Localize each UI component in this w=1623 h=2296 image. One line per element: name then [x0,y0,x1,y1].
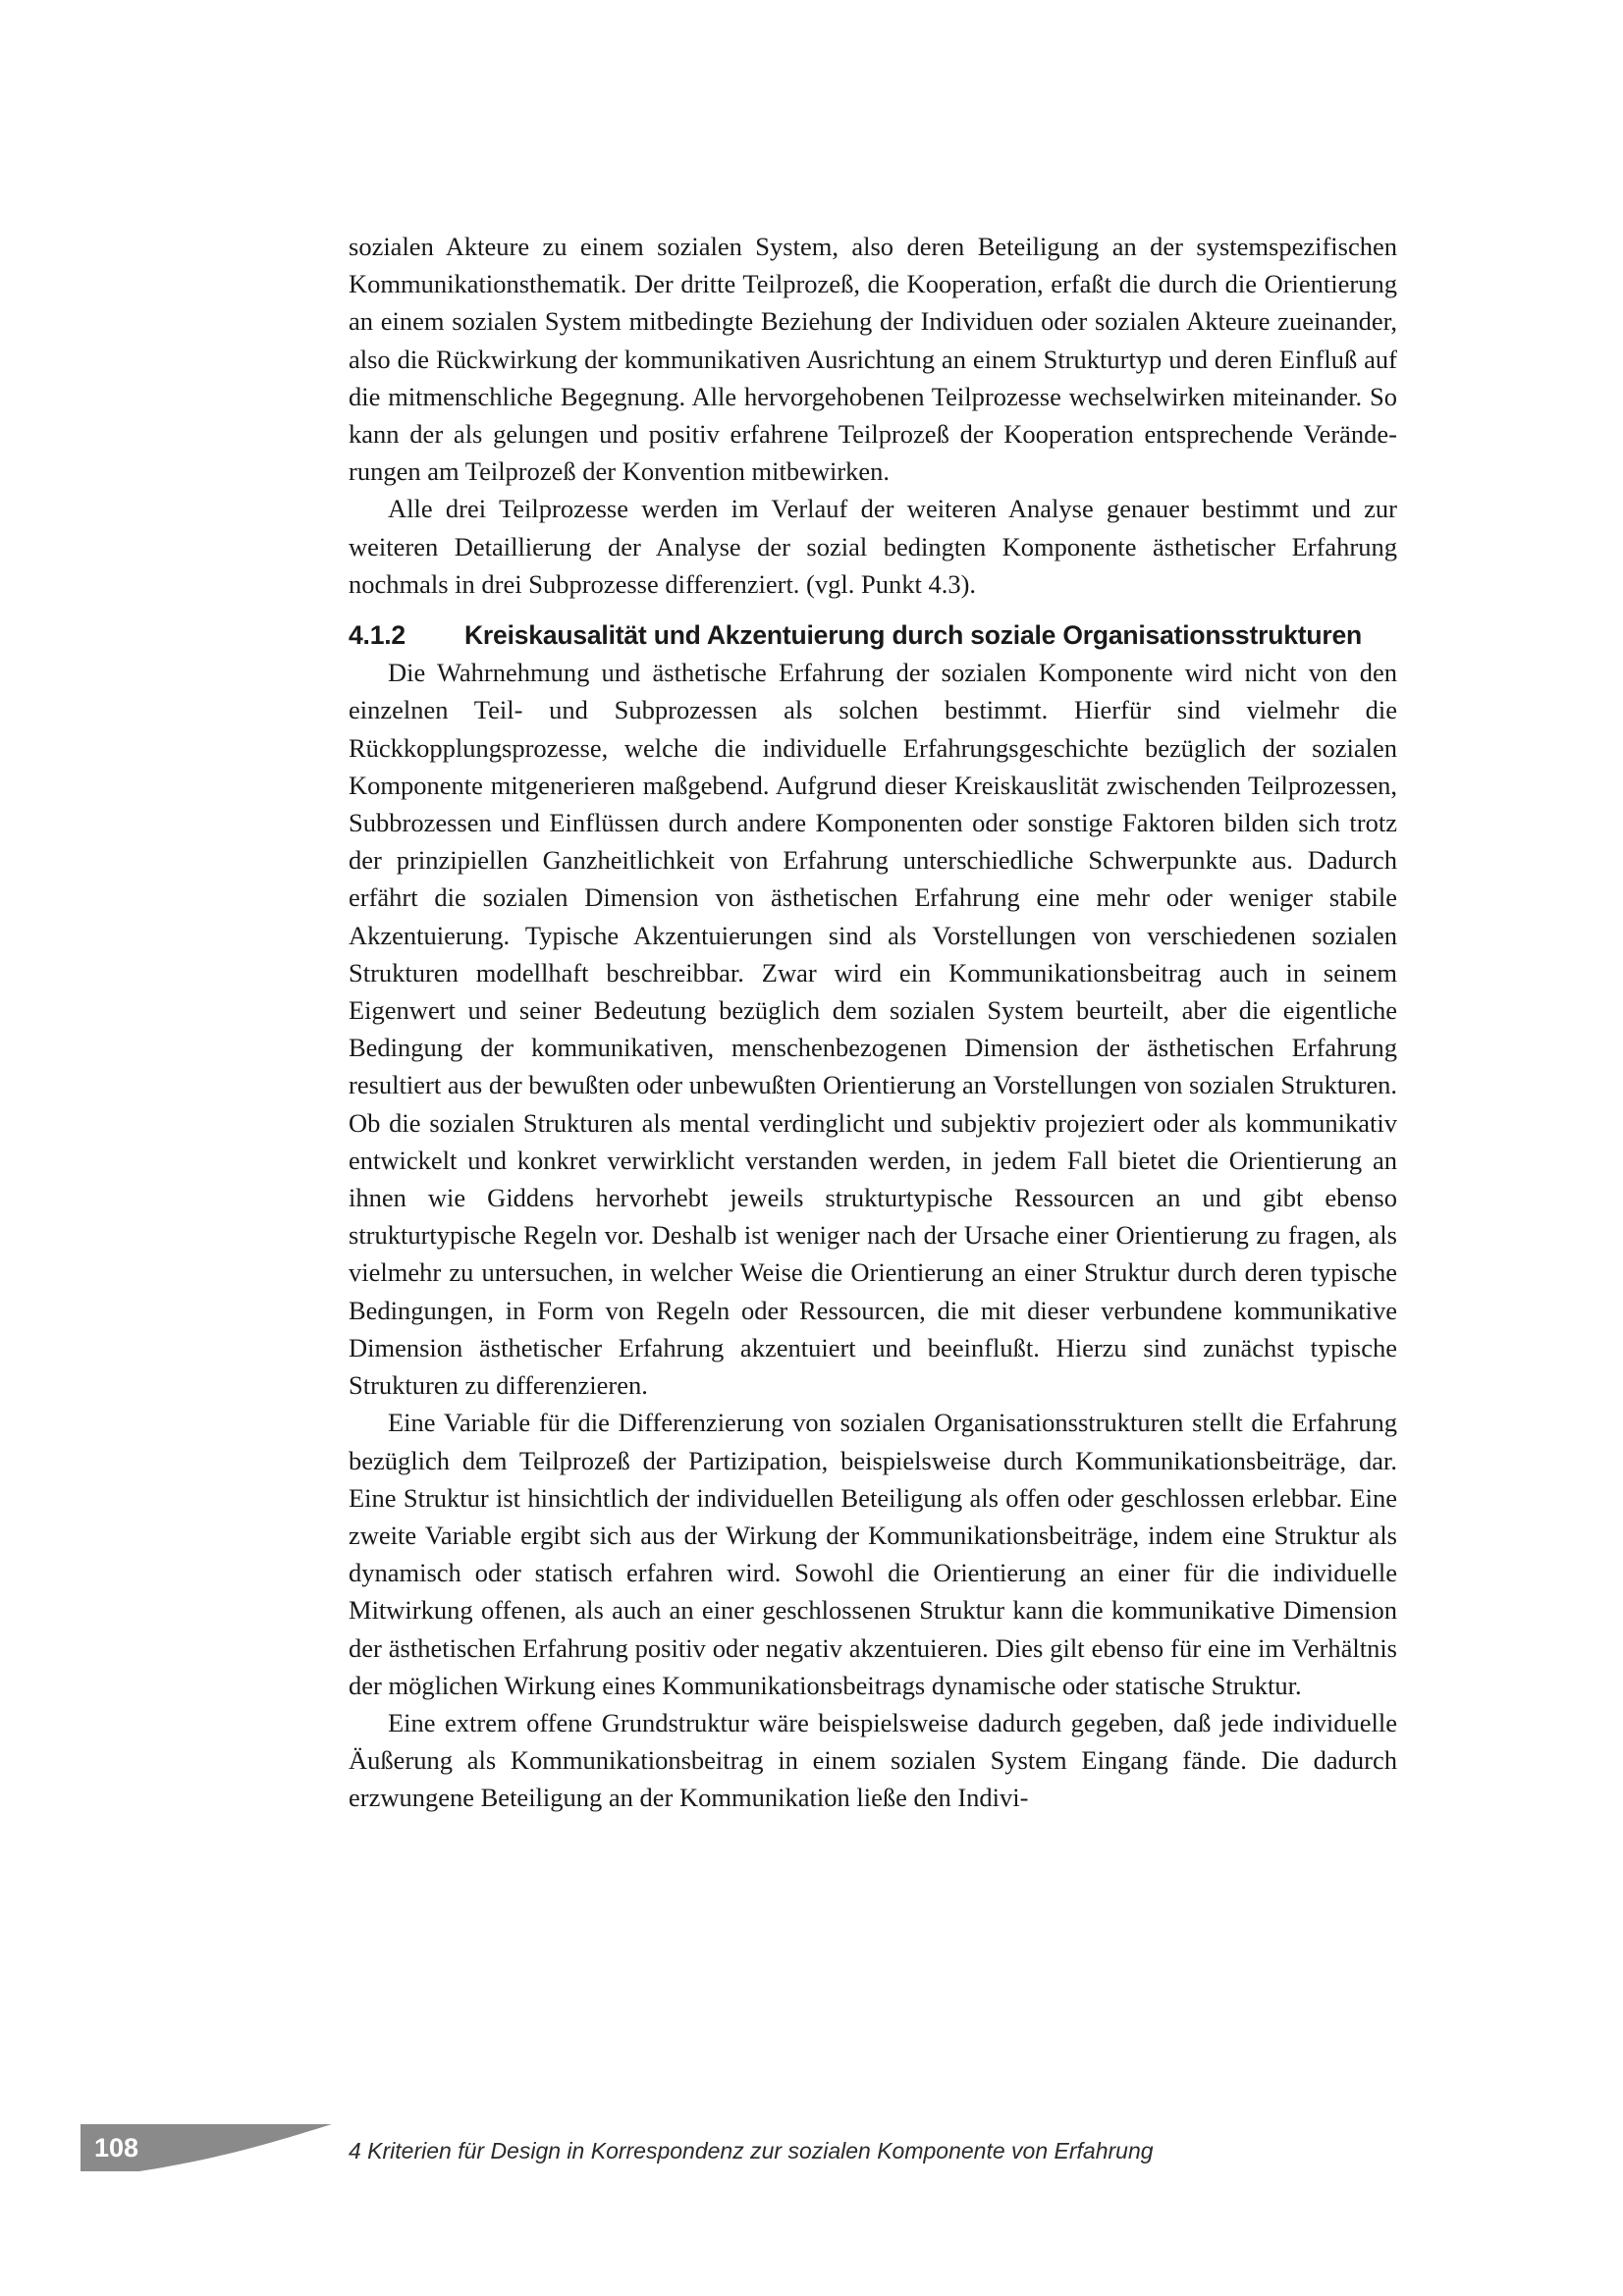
paragraph: Die Wahrnehmung und ästhetische Erfahrung der sozialen Komponente wird nicht von den einzelnen Teil- und Subprozessen als solchen bestimmt. Hierfür sind vielmehr die Rückkopplungsprozesse, welche die individuelle Erfahrungsgeschichte bezüglich der sozialen Komponente mitgenerieren maßgebend. Aufgrund dieser Kreiskauslität zwischenden Teilprozessen, Subbrozessen und Einflüssen durch andere Komponenten oder sonstige Faktoren bilden sich trotz der prinzipiellen Ganzheitlichkeit von Erfahrung unterschiedliche Schwerpunkte aus. Dadurch erfährt die sozialen Dimension von ästhetischen Erfahrung eine mehr oder weniger stabile Akzentuierung. Typische Akzentuierungen sind als Vorstellungen von verschiedenen sozialen Strukturen modellhaft beschreibbar. Zwar wird ein Kommunikationsbeitrag auch in seinem Eigenwert und seiner Bedeutung bezüglich dem sozialen System beurteilt, aber die eigentliche Bedingung der kommunikativen, menschenbezogenen Dimension der ästhetischen Erfahrung resultiert aus der bewußten oder unbewußten Orientierung an Vorstellungen von sozialen Strukturen. Ob die sozialen Strukturen als mental verdinglicht und subjektiv projeziert oder als kommunikativ entwickelt und konkret verwirklicht verstanden werden, in jedem Fall bietet die Orientierung an ihnen wie Giddens hervorhebt jeweils strukturtypische Ressourcen an und gibt ebenso strukturtypische Regeln vor. Deshalb ist weniger nach der Ursache einer Orientierung zu fragen, als vielmehr zu untersuchen, in welcher Weise die Orientierung an einer Struktur durch deren typische Bedingungen, in Form von Regeln oder Ressourcen, die mit dieser verbundene kommunikative Dimension ästhetischer Erfahrung akzentuiert und beeinflußt. Hierzu sind zunächst typische Strukturen zu differenzieren. [349,658,1397,1401]
paragraph: Alle drei Teilprozesse werden im Verlauf der weiteren Analyse genauer bestimmt und zur weiteren Detaillierung der Analyse der sozial bedingten Komponente ästhetischer Erfahrung nochmals in drei Subprozesse differenziert. (vgl. Punkt 4.3). [349,494,1397,599]
paragraph: Eine extrem offene Grundstruktur wäre beispielsweise dadurch gegeben, daß jede individuelle Äußerung als Kommunikationsbeitrag in einem sozialen System Eingang fände. Die dadurch erzwungene Beteiligung an der Kommunikation ließe den Indivi- [349,1707,1397,1813]
running-footer-title: 4 Kriterien für Design in Korrespondenz zur sozialen Komponente von Erfahrung [349,2138,1154,2163]
section-title: Kreiskausalität und Akzentuierung durch soziale Organisationsstrukturen [464,620,1362,651]
section-number: 4.1.2 [349,620,406,651]
section-heading [349,616,1397,654]
page-number: 108 [94,2133,139,2163]
body-text [349,228,1397,1817]
paragraph-continuation: sozialen Akteure zu einem sozialen System, also deren Beteiligung an der systemspezifischen Kommunikationsthematik. Der dritte Teilprozeß, die Kooperation, erfaßt die durch die Orientierung an einem sozialen System mitbedingte Beziehung der Individuen oder sozialen Akteure zueinander, also die Rückwirkung der kommunikativen Ausrichtung an einem Strukturtyp und deren Einfluß auf die mitmenschliche Begegnung. Alle hervorgehobenen Teilprozesse wechselwirken miteinander. So kann der als gelungen und positiv erfahrene Teilprozeß der Kooperation entsprechende Veränderungen am Teilprozeß der Konvention mitbewirken. [349,232,1397,487]
paragraph: Eine Variable für die Differenzierung von sozialen Organisationsstrukturen stellt die Erfahrung bezüglich dem Teilprozeß der Partizipation, beispielsweise durch Kommunikationsbeiträge, dar. Eine Struktur ist hinsichtlich der individuellen Beteiligung als offen oder geschlossen erlebbar. Eine zweite Variable ergibt sich aus der Wirkung der Kommunikationsbeiträge, indem eine Struktur als dynamisch oder statisch erfahren wird. Sowohl die Orientierung an einer für die individuelle Mitwirkung offenen, als auch an einer geschlossenen Struktur kann die kommunikative Dimension der ästhetischen Erfahrung positiv oder negativ akzentuieren. Dies gilt ebenso für eine im Verhältnis der möglichen Wirkung eines Kommunikationsbeitrags dynamische oder statische Struktur. [349,1408,1397,1700]
